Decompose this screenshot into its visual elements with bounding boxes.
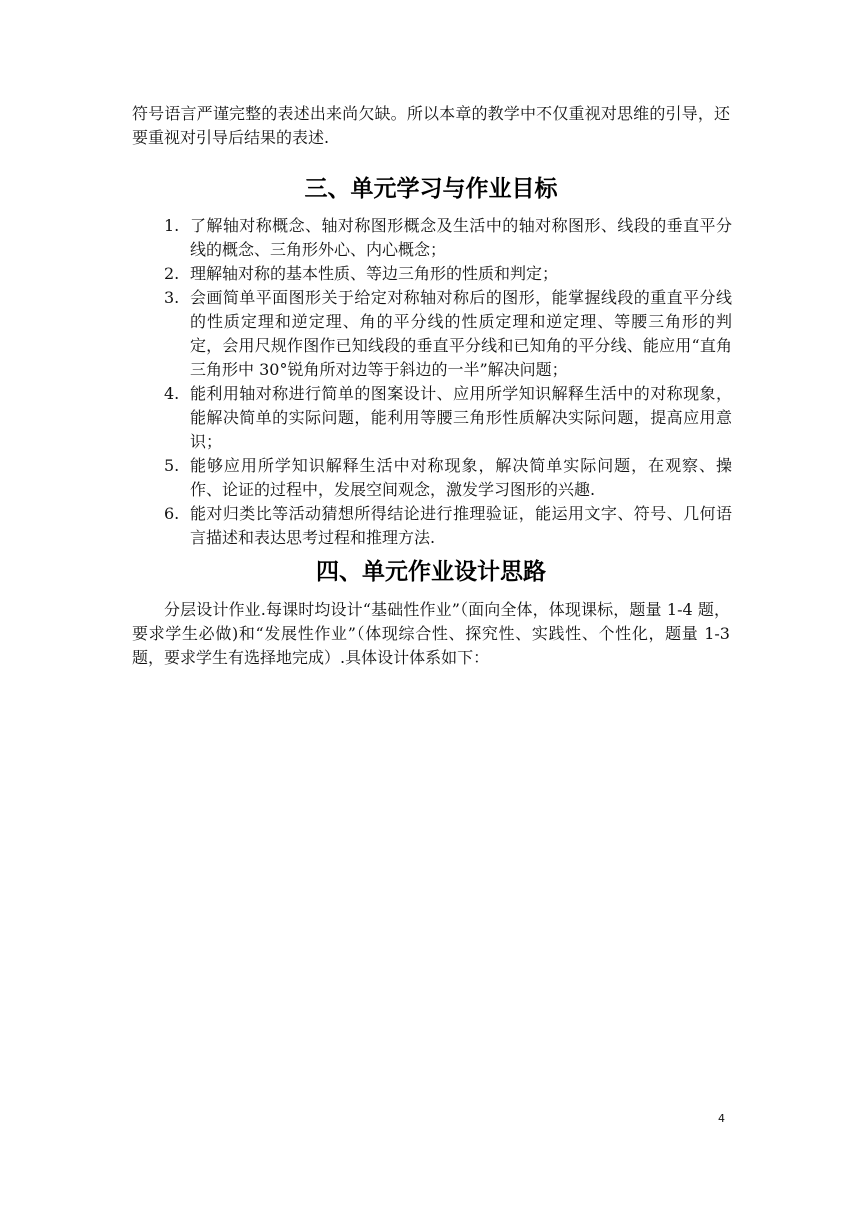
goal-text: 能利用轴对称进行简单的图案设计、应用所学知识解释生活中的对称现象，能解决简单的实际问题，能利用等腰三角形性质解决实际问题，提高应用意识； [190, 384, 732, 451]
goal-text: 能对归类比等活动猜想所得结论进行推理验证，能运用文字、符号、几何语言描述和表达思考过程和推理方法. [190, 504, 732, 547]
goal-text: 会画简单平面图形关于给定对称轴对称后的图形，能掌握线段的重直平分线的性质定理和逆定理、角的平分线的性质定理和逆定理、等腰三角形的判定，会用尺规作图作已知线段的垂直平分线和已知角的平分线、能应用“直角三角形中 30°锐角所对边等于斜边的一半”解决问题； [190, 288, 732, 379]
goal-number: 3. [164, 288, 180, 307]
goal-text: 了解轴对称概念、轴对称图形概念及生活中的轴对称图形、线段的垂直平分线的概念、三角形外心、内心概念； [190, 216, 732, 259]
goal-number: 5. [164, 456, 180, 475]
page-number: 4 [718, 1112, 725, 1125]
goal-number: 2. [164, 264, 180, 283]
design-paragraph: 分层设计作业.每课时均设计“基础性作业”（面向全体，体现课标，题量 1-4 题，要求学生必做)和“发展性作业”（体现综合性、探究性、实践性、个性化，题量 1-3 题，要求学生有选择地完成）.具体设计体系如下： [132, 600, 730, 667]
goal-number: 6. [164, 504, 180, 523]
goal-item [164, 262, 732, 286]
intro-paragraph: 符号语言严谨完整的表述出来尚欠缺。所以本章的教学中不仅重视对思维的引导，还要重视对引导后结果的表述. [132, 104, 730, 147]
goal-number: 4. [164, 384, 180, 403]
goals-list [164, 214, 732, 550]
goal-text: 能够应用所学知识解释生活中对称现象，解决简单实际问题，在观察、操作、论证的过程中，发展空间观念，激发学习图形的兴趣. [190, 456, 732, 499]
goal-item [164, 454, 732, 502]
section-4-heading: 四、单元作业设计思路 [316, 559, 546, 585]
goal-number: 1. [164, 216, 180, 235]
goal-item [164, 214, 732, 262]
goal-item [164, 286, 732, 382]
goal-item [164, 382, 732, 454]
goal-item [164, 502, 732, 550]
section-3-heading: 三、单元学习与作业目标 [304, 176, 558, 202]
goal-text: 理解轴对称的基本性质、等边三角形的性质和判定； [190, 264, 559, 283]
